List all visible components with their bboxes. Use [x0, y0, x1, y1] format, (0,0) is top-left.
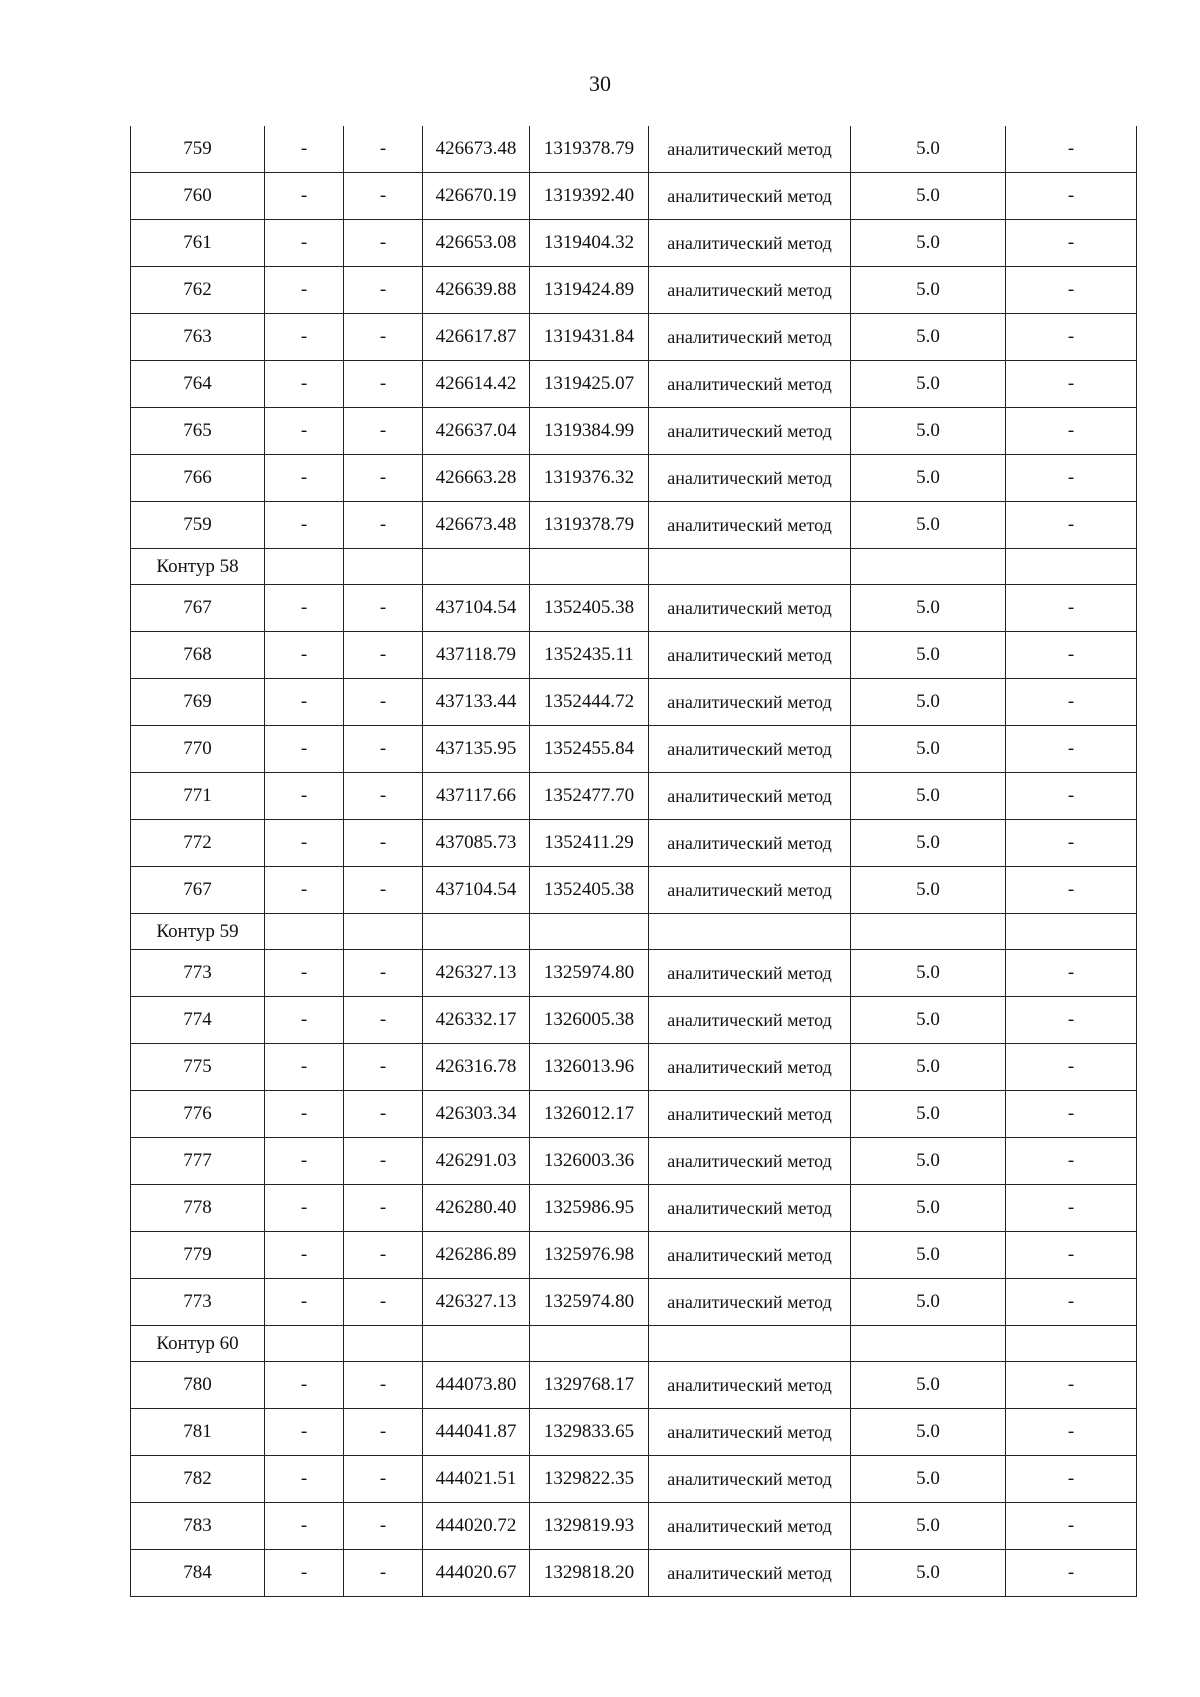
y-coordinate-cell: 1329818.20	[530, 1550, 649, 1597]
x-coordinate-cell: 426670.19	[423, 173, 530, 220]
old-x-cell: -	[265, 820, 344, 867]
table-row	[131, 455, 1137, 502]
description-cell: -	[1006, 726, 1137, 773]
old-x-cell: -	[265, 173, 344, 220]
accuracy-cell: 5.0	[851, 408, 1006, 455]
old-x-cell: -	[265, 1503, 344, 1550]
old-y-cell: -	[344, 267, 423, 314]
old-x-cell: -	[265, 1232, 344, 1279]
description-cell: -	[1006, 455, 1137, 502]
empty-cell	[1006, 549, 1137, 585]
table-row	[131, 173, 1137, 220]
old-y-cell: -	[344, 585, 423, 632]
old-x-cell: -	[265, 126, 344, 173]
x-coordinate-cell: 426639.88	[423, 267, 530, 314]
y-coordinate-cell: 1352435.11	[530, 632, 649, 679]
x-coordinate-cell: 426316.78	[423, 1044, 530, 1091]
table-row	[131, 1185, 1137, 1232]
table-row	[131, 773, 1137, 820]
x-coordinate-cell: 426614.42	[423, 361, 530, 408]
old-y-cell: -	[344, 632, 423, 679]
old-x-cell: -	[265, 361, 344, 408]
table-row	[131, 867, 1137, 914]
contour-label: Контур 58	[131, 549, 265, 585]
accuracy-cell: 5.0	[851, 585, 1006, 632]
point-number-cell: 762	[131, 267, 265, 314]
point-number-cell: 776	[131, 1091, 265, 1138]
accuracy-cell: 5.0	[851, 455, 1006, 502]
page-number: 30	[589, 71, 611, 96]
point-number-cell: 771	[131, 773, 265, 820]
table-row	[131, 726, 1137, 773]
y-coordinate-cell: 1319424.89	[530, 267, 649, 314]
y-coordinate-cell: 1319378.79	[530, 502, 649, 549]
table-row	[131, 1550, 1137, 1597]
description-cell: -	[1006, 408, 1137, 455]
empty-cell	[851, 549, 1006, 585]
accuracy-cell: 5.0	[851, 679, 1006, 726]
x-coordinate-cell: 426327.13	[423, 1279, 530, 1326]
empty-cell	[344, 914, 423, 950]
method-cell: аналитический метод	[649, 773, 851, 820]
old-x-cell: -	[265, 726, 344, 773]
empty-cell	[265, 549, 344, 585]
table-row	[131, 632, 1137, 679]
old-x-cell: -	[265, 950, 344, 997]
y-coordinate-cell: 1352411.29	[530, 820, 649, 867]
old-y-cell: -	[344, 220, 423, 267]
method-cell: аналитический метод	[649, 1185, 851, 1232]
table-row	[131, 220, 1137, 267]
y-coordinate-cell: 1319431.84	[530, 314, 649, 361]
point-number-cell: 781	[131, 1409, 265, 1456]
contour-label: Контур 60	[131, 1326, 265, 1362]
description-cell: -	[1006, 1232, 1137, 1279]
description-cell: -	[1006, 502, 1137, 549]
method-cell: аналитический метод	[649, 997, 851, 1044]
method-cell: аналитический метод	[649, 950, 851, 997]
x-coordinate-cell: 426303.34	[423, 1091, 530, 1138]
method-cell: аналитический метод	[649, 726, 851, 773]
empty-cell	[344, 1326, 423, 1362]
empty-cell	[851, 1326, 1006, 1362]
point-number-cell: 774	[131, 997, 265, 1044]
x-coordinate-cell: 426663.28	[423, 455, 530, 502]
x-coordinate-cell: 437117.66	[423, 773, 530, 820]
method-cell: аналитический метод	[649, 1091, 851, 1138]
accuracy-cell: 5.0	[851, 1456, 1006, 1503]
old-y-cell: -	[344, 408, 423, 455]
accuracy-cell: 5.0	[851, 220, 1006, 267]
table-row	[131, 1362, 1137, 1409]
table-row	[131, 1279, 1137, 1326]
empty-cell	[423, 914, 530, 950]
accuracy-cell: 5.0	[851, 773, 1006, 820]
table-row	[131, 1456, 1137, 1503]
point-number-cell: 765	[131, 408, 265, 455]
old-y-cell: -	[344, 1503, 423, 1550]
x-coordinate-cell: 426291.03	[423, 1138, 530, 1185]
table-row	[131, 820, 1137, 867]
accuracy-cell: 5.0	[851, 314, 1006, 361]
empty-cell	[423, 1326, 530, 1362]
description-cell: -	[1006, 1091, 1137, 1138]
y-coordinate-cell: 1319384.99	[530, 408, 649, 455]
description-cell: -	[1006, 1185, 1137, 1232]
old-x-cell: -	[265, 1185, 344, 1232]
empty-cell	[1006, 914, 1137, 950]
table-row	[131, 679, 1137, 726]
old-y-cell: -	[344, 1550, 423, 1597]
old-y-cell: -	[344, 867, 423, 914]
y-coordinate-cell: 1326005.38	[530, 997, 649, 1044]
old-x-cell: -	[265, 267, 344, 314]
old-y-cell: -	[344, 950, 423, 997]
old-y-cell: -	[344, 997, 423, 1044]
description-cell: -	[1006, 173, 1137, 220]
description-cell: -	[1006, 1503, 1137, 1550]
method-cell: аналитический метод	[649, 1138, 851, 1185]
method-cell: аналитический метод	[649, 408, 851, 455]
accuracy-cell: 5.0	[851, 820, 1006, 867]
x-coordinate-cell: 437104.54	[423, 867, 530, 914]
x-coordinate-cell: 444020.67	[423, 1550, 530, 1597]
method-cell: аналитический метод	[649, 267, 851, 314]
accuracy-cell: 5.0	[851, 1091, 1006, 1138]
table-row	[131, 950, 1137, 997]
point-number-cell: 764	[131, 361, 265, 408]
contour-header-row	[131, 914, 1137, 950]
empty-cell	[649, 914, 851, 950]
method-cell: аналитический метод	[649, 585, 851, 632]
old-x-cell: -	[265, 1044, 344, 1091]
old-x-cell: -	[265, 1279, 344, 1326]
empty-cell	[649, 549, 851, 585]
empty-cell	[1006, 1326, 1137, 1362]
description-cell: -	[1006, 585, 1137, 632]
old-y-cell: -	[344, 361, 423, 408]
y-coordinate-cell: 1319404.32	[530, 220, 649, 267]
y-coordinate-cell: 1319378.79	[530, 126, 649, 173]
method-cell: аналитический метод	[649, 455, 851, 502]
method-cell: аналитический метод	[649, 632, 851, 679]
contour-label: Контур 59	[131, 914, 265, 950]
x-coordinate-cell: 437133.44	[423, 679, 530, 726]
old-x-cell: -	[265, 585, 344, 632]
old-y-cell: -	[344, 1456, 423, 1503]
coordinates-table	[130, 126, 1137, 1597]
old-x-cell: -	[265, 1456, 344, 1503]
old-y-cell: -	[344, 726, 423, 773]
old-x-cell: -	[265, 773, 344, 820]
x-coordinate-cell: 437118.79	[423, 632, 530, 679]
point-number-cell: 767	[131, 585, 265, 632]
description-cell: -	[1006, 1456, 1137, 1503]
accuracy-cell: 5.0	[851, 867, 1006, 914]
description-cell: -	[1006, 1362, 1137, 1409]
method-cell: аналитический метод	[649, 867, 851, 914]
old-x-cell: -	[265, 220, 344, 267]
point-number-cell: 773	[131, 950, 265, 997]
point-number-cell: 759	[131, 126, 265, 173]
accuracy-cell: 5.0	[851, 1503, 1006, 1550]
old-y-cell: -	[344, 1138, 423, 1185]
y-coordinate-cell: 1319376.32	[530, 455, 649, 502]
y-coordinate-cell: 1352477.70	[530, 773, 649, 820]
point-number-cell: 759	[131, 502, 265, 549]
point-number-cell: 761	[131, 220, 265, 267]
accuracy-cell: 5.0	[851, 1409, 1006, 1456]
old-y-cell: -	[344, 820, 423, 867]
description-cell: -	[1006, 361, 1137, 408]
method-cell: аналитический метод	[649, 1232, 851, 1279]
x-coordinate-cell: 437085.73	[423, 820, 530, 867]
method-cell: аналитический метод	[649, 1503, 851, 1550]
method-cell: аналитический метод	[649, 820, 851, 867]
description-cell: -	[1006, 867, 1137, 914]
point-number-cell: 772	[131, 820, 265, 867]
method-cell: аналитический метод	[649, 314, 851, 361]
accuracy-cell: 5.0	[851, 502, 1006, 549]
point-number-cell: 766	[131, 455, 265, 502]
x-coordinate-cell: 437104.54	[423, 585, 530, 632]
description-cell: -	[1006, 820, 1137, 867]
old-x-cell: -	[265, 679, 344, 726]
y-coordinate-cell: 1326013.96	[530, 1044, 649, 1091]
y-coordinate-cell: 1319425.07	[530, 361, 649, 408]
old-x-cell: -	[265, 1409, 344, 1456]
description-cell: -	[1006, 1138, 1137, 1185]
table-row	[131, 267, 1137, 314]
old-y-cell: -	[344, 1232, 423, 1279]
description-cell: -	[1006, 1279, 1137, 1326]
point-number-cell: 778	[131, 1185, 265, 1232]
description-cell: -	[1006, 1550, 1137, 1597]
point-number-cell: 767	[131, 867, 265, 914]
table-row	[131, 1044, 1137, 1091]
method-cell: аналитический метод	[649, 1044, 851, 1091]
point-number-cell: 769	[131, 679, 265, 726]
old-x-cell: -	[265, 314, 344, 361]
method-cell: аналитический метод	[649, 1362, 851, 1409]
description-cell: -	[1006, 314, 1137, 361]
accuracy-cell: 5.0	[851, 1279, 1006, 1326]
method-cell: аналитический метод	[649, 173, 851, 220]
accuracy-cell: 5.0	[851, 997, 1006, 1044]
y-coordinate-cell: 1325974.80	[530, 950, 649, 997]
method-cell: аналитический метод	[649, 1279, 851, 1326]
description-cell: -	[1006, 632, 1137, 679]
x-coordinate-cell: 426673.48	[423, 502, 530, 549]
table-row	[131, 314, 1137, 361]
x-coordinate-cell: 444073.80	[423, 1362, 530, 1409]
description-cell: -	[1006, 773, 1137, 820]
old-y-cell: -	[344, 773, 423, 820]
method-cell: аналитический метод	[649, 220, 851, 267]
old-y-cell: -	[344, 455, 423, 502]
x-coordinate-cell: 426617.87	[423, 314, 530, 361]
old-x-cell: -	[265, 455, 344, 502]
description-cell: -	[1006, 126, 1137, 173]
accuracy-cell: 5.0	[851, 726, 1006, 773]
point-number-cell: 768	[131, 632, 265, 679]
point-number-cell: 780	[131, 1362, 265, 1409]
method-cell: аналитический метод	[649, 502, 851, 549]
empty-cell	[649, 1326, 851, 1362]
accuracy-cell: 5.0	[851, 950, 1006, 997]
x-coordinate-cell: 426653.08	[423, 220, 530, 267]
point-number-cell: 760	[131, 173, 265, 220]
accuracy-cell: 5.0	[851, 1550, 1006, 1597]
description-cell: -	[1006, 1044, 1137, 1091]
contour-header-row	[131, 1326, 1137, 1362]
description-cell: -	[1006, 220, 1137, 267]
point-number-cell: 775	[131, 1044, 265, 1091]
empty-cell	[851, 914, 1006, 950]
point-number-cell: 779	[131, 1232, 265, 1279]
y-coordinate-cell: 1325986.95	[530, 1185, 649, 1232]
description-cell: -	[1006, 997, 1137, 1044]
table-row	[131, 1091, 1137, 1138]
contour-header-row	[131, 549, 1137, 585]
x-coordinate-cell: 426673.48	[423, 126, 530, 173]
old-x-cell: -	[265, 1362, 344, 1409]
old-y-cell: -	[344, 1185, 423, 1232]
table-row	[131, 1232, 1137, 1279]
accuracy-cell: 5.0	[851, 126, 1006, 173]
accuracy-cell: 5.0	[851, 1232, 1006, 1279]
y-coordinate-cell: 1326003.36	[530, 1138, 649, 1185]
x-coordinate-cell: 426332.17	[423, 997, 530, 1044]
old-y-cell: -	[344, 1362, 423, 1409]
description-cell: -	[1006, 950, 1137, 997]
old-x-cell: -	[265, 1138, 344, 1185]
old-x-cell: -	[265, 408, 344, 455]
y-coordinate-cell: 1329833.65	[530, 1409, 649, 1456]
description-cell: -	[1006, 1409, 1137, 1456]
accuracy-cell: 5.0	[851, 632, 1006, 679]
old-y-cell: -	[344, 679, 423, 726]
x-coordinate-cell: 426327.13	[423, 950, 530, 997]
method-cell: аналитический метод	[649, 679, 851, 726]
table-row	[131, 361, 1137, 408]
table-row	[131, 997, 1137, 1044]
y-coordinate-cell: 1352405.38	[530, 867, 649, 914]
old-x-cell: -	[265, 867, 344, 914]
old-x-cell: -	[265, 632, 344, 679]
old-x-cell: -	[265, 502, 344, 549]
accuracy-cell: 5.0	[851, 267, 1006, 314]
method-cell: аналитический метод	[649, 361, 851, 408]
coordinates-table-body	[131, 126, 1137, 1597]
x-coordinate-cell: 437135.95	[423, 726, 530, 773]
y-coordinate-cell: 1329822.35	[530, 1456, 649, 1503]
accuracy-cell: 5.0	[851, 1362, 1006, 1409]
table-row	[131, 585, 1137, 632]
table-row	[131, 1503, 1137, 1550]
old-y-cell: -	[344, 1044, 423, 1091]
description-cell: -	[1006, 679, 1137, 726]
y-coordinate-cell: 1329819.93	[530, 1503, 649, 1550]
old-y-cell: -	[344, 173, 423, 220]
y-coordinate-cell: 1325976.98	[530, 1232, 649, 1279]
x-coordinate-cell: 426286.89	[423, 1232, 530, 1279]
accuracy-cell: 5.0	[851, 1138, 1006, 1185]
point-number-cell: 773	[131, 1279, 265, 1326]
x-coordinate-cell: 444020.72	[423, 1503, 530, 1550]
point-number-cell: 763	[131, 314, 265, 361]
table-row	[131, 1138, 1137, 1185]
x-coordinate-cell: 444041.87	[423, 1409, 530, 1456]
point-number-cell: 777	[131, 1138, 265, 1185]
y-coordinate-cell: 1352405.38	[530, 585, 649, 632]
old-y-cell: -	[344, 126, 423, 173]
old-y-cell: -	[344, 1409, 423, 1456]
empty-cell	[530, 549, 649, 585]
method-cell: аналитический метод	[649, 1550, 851, 1597]
table-row	[131, 126, 1137, 173]
x-coordinate-cell: 444021.51	[423, 1456, 530, 1503]
x-coordinate-cell: 426280.40	[423, 1185, 530, 1232]
point-number-cell: 783	[131, 1503, 265, 1550]
table-row	[131, 502, 1137, 549]
method-cell: аналитический метод	[649, 1456, 851, 1503]
y-coordinate-cell: 1326012.17	[530, 1091, 649, 1138]
point-number-cell: 770	[131, 726, 265, 773]
empty-cell	[530, 1326, 649, 1362]
empty-cell	[344, 549, 423, 585]
old-x-cell: -	[265, 1091, 344, 1138]
y-coordinate-cell: 1319392.40	[530, 173, 649, 220]
description-cell: -	[1006, 267, 1137, 314]
accuracy-cell: 5.0	[851, 1044, 1006, 1091]
x-coordinate-cell: 426637.04	[423, 408, 530, 455]
accuracy-cell: 5.0	[851, 173, 1006, 220]
old-y-cell: -	[344, 502, 423, 549]
empty-cell	[423, 549, 530, 585]
y-coordinate-cell: 1352444.72	[530, 679, 649, 726]
empty-cell	[530, 914, 649, 950]
y-coordinate-cell: 1352455.84	[530, 726, 649, 773]
accuracy-cell: 5.0	[851, 361, 1006, 408]
empty-cell	[265, 914, 344, 950]
point-number-cell: 782	[131, 1456, 265, 1503]
method-cell: аналитический метод	[649, 126, 851, 173]
old-y-cell: -	[344, 1279, 423, 1326]
old-x-cell: -	[265, 997, 344, 1044]
old-x-cell: -	[265, 1550, 344, 1597]
accuracy-cell: 5.0	[851, 1185, 1006, 1232]
old-y-cell: -	[344, 1091, 423, 1138]
old-y-cell: -	[344, 314, 423, 361]
empty-cell	[265, 1326, 344, 1362]
point-number-cell: 784	[131, 1550, 265, 1597]
table-row	[131, 408, 1137, 455]
table-row	[131, 1409, 1137, 1456]
y-coordinate-cell: 1325974.80	[530, 1279, 649, 1326]
method-cell: аналитический метод	[649, 1409, 851, 1456]
y-coordinate-cell: 1329768.17	[530, 1362, 649, 1409]
